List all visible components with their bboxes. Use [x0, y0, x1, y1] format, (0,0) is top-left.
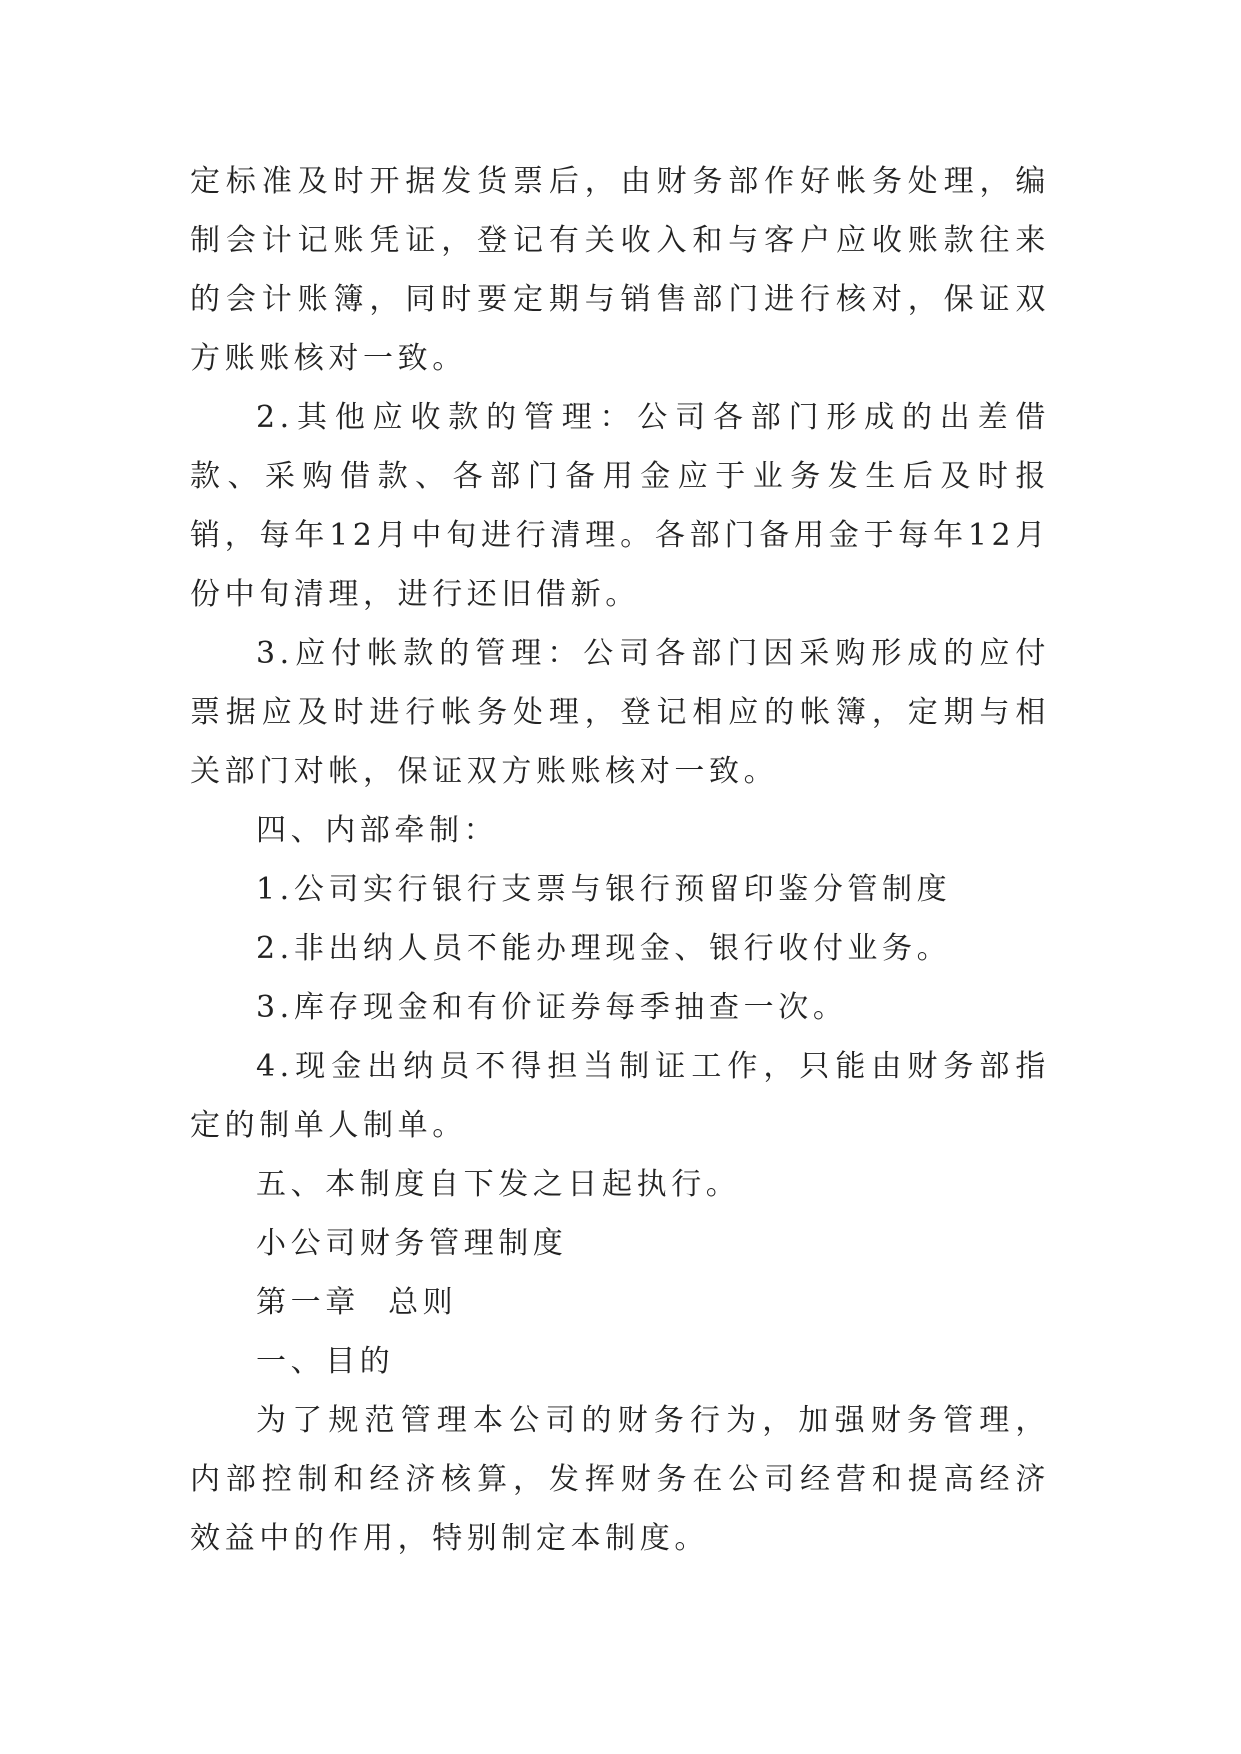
paragraph-internal-control-2: 2.非出纳人员不能办理现金、银行收付业务。 [256, 931, 952, 966]
paragraph-internal-control-4: 4.现金出纳员不得担当制证工作，只能由财务部指定的制单人制单。 [190, 1049, 1050, 1143]
section-heading-purpose: 一、目的 [256, 1344, 395, 1379]
paragraph-other-receivables: 2.其他应收款的管理：公司各部门形成的出差借款、采购借款、各部门备用金应于业务发生后及时报销，每年12月中旬进行清理。各部门备用金于每年12月份中旬清理，进行还旧借新。 [190, 400, 1050, 612]
document-subtitle: 小公司财务管理制度 [256, 1226, 568, 1261]
chapter-heading: 第一章 总则 [256, 1285, 458, 1320]
paragraph-internal-control-1: 1.公司实行银行支票与银行预留印鉴分管制度 [256, 872, 952, 907]
paragraph-accounts-receivable-continued: 定标准及时开据发货票后，由财务部作好帐务处理，编制会计记账凭证，登记有关收入和与客户应收账款往来的会计账簿，同时要定期与销售部门进行核对，保证双方账账核对一致。 [190, 164, 1050, 376]
paragraph-purpose: 为了规范管理本公司的财务行为，加强财务管理，内部控制和经济核算，发挥财务在公司经营和提高经济效益中的作用，特别制定本制度。 [190, 1403, 1050, 1556]
heading-internal-control: 四、内部牵制： [256, 813, 499, 848]
paragraph-accounts-payable: 3.应付帐款的管理：公司各部门因采购形成的应付票据应及时进行帐务处理，登记相应的帐簿，定期与相关部门对帐，保证双方账账核对一致。 [190, 636, 1050, 789]
paragraph-effective-date: 五、本制度自下发之日起执行。 [256, 1167, 741, 1202]
document-body [190, 152, 1050, 1568]
paragraph-internal-control-3: 3.库存现金和有价证券每季抽查一次。 [256, 990, 848, 1025]
